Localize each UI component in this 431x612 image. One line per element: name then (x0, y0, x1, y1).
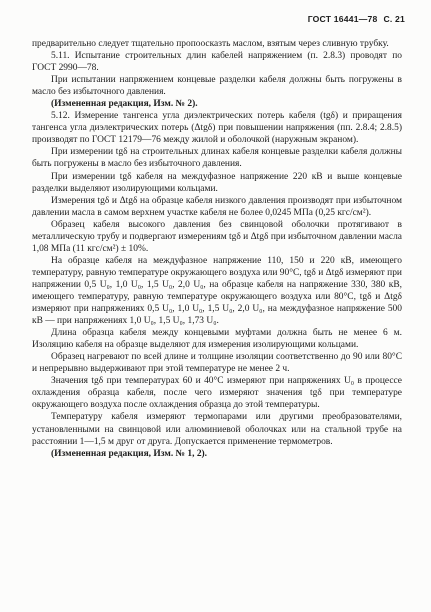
paragraph-high-pressure-sample: Образец кабеля высокого давления без свинцовой оболочки протягивают в металлическую трубу и подвергают измерениям tgδ и Δtgδ при избыточном давлении масла 1,08 МПа (11 кгс/см²) ± 10%. (32, 219, 402, 254)
page-number: С. 21 (383, 14, 405, 24)
paragraph-continuation: предварительно следует тщательно пропоосказть маслом, взятым через сливную трубку. (32, 39, 389, 49)
amendment-note: (Измененная редакция, Изм. № 2). (51, 99, 198, 110)
paragraph-sample-heating: Образец нагревают по всей длине и толщине изоляции соответственно до 90 или 80°С и непрерывно выдерживают при этой температуре не менее 2 ч. (32, 352, 402, 375)
paragraph-cooling-measurements: Значения tgδ при температурах 60 и 40°С измеряют при напряжениях U₀ в процессе охлаждения образца кабеля, после чего измеряют значения tgδ при температуре окружающего воздуха после охлаждения образца до этой температуры. (32, 376, 402, 411)
page-header (308, 14, 405, 24)
paragraph-low-pressure-sample: Измерения tgδ и Δtgδ на образце кабеля низкого давления производят при избыточном давлении масла в самом верхнем участке кабеля не более 0,0245 МПа (0,25 кгс/см²). (32, 195, 402, 218)
paragraph-tgd-construction-lengths: При измерении tgδ на строительных длинах кабеля концевые разделки кабеля должны быть погружены в масло без избыточного давления. (32, 147, 402, 170)
paragraph-test-terminations: При испытании напряжением концевые разделки кабеля должны быть погружены в масло без избыточного давления. (32, 75, 402, 98)
paragraph-5-11: 5.11. Испытание строительных длин кабелей напряжением (п. 2.8.3) проводят по ГОСТ 2990—78. (32, 51, 402, 74)
document-body (32, 38, 402, 460)
paragraph-temperature-measurement: Температуру кабеля измеряют термопарами или другими преобразователями, установленными на свинцовой или алюминиевой оболочках или на стальной трубе на расстоянии 1—1,5 м друг от друга. Допускается применение термометров. (32, 412, 402, 447)
amendment-note-final: (Измененная редакция, Изм. № 1, 2). (51, 448, 208, 459)
paragraph-sample-length: Длина образца кабеля между концевыми муфтами должна быть не менее 6 м. Изоляцию кабеля на образце выделяют для измерения изолирующими кольцами. (32, 328, 402, 351)
standard-number: ГОСТ 16441—78 (307, 14, 378, 24)
paragraph-voltage-levels: На образце кабеля на междуфазное напряжение 110, 150 и 220 кВ, имеющего температуру, равную температуре окружающего воздуха или 90°С, tgδ и Δtgδ измеряют при напряжении 0,5 U₀, 1,0 U₀, 1,5 U₀, 2,0 U₀, на образце кабеля на напряжение 330, 380 кВ, имеющего температуру, равную температуре окружающего воздуха или 80°С, tgδ и Δtgδ измеряют при напряжениях 0,5 U₀, 1,0 U₀, 1,5 U₀, 2,0 U₀, на междуфазное напряжение 500 кВ — при напряжениях 1,0 U₀, 1,5 U₀, 1,73 U₀. (32, 255, 402, 327)
paragraph-5-12: 5.12. Измерение тангенса угла диэлектрических потерь кабеля (tgδ) и приращения тангенса угла диэлектрических потерь (Δtgδ) при повышении напряжения (пп. 2.8.4; 2.8.5) производят по ГОСТ 12179—76 между жилой и оболочкой (наружным экраном). (32, 111, 402, 146)
paragraph-tgd-220kv: При измерении tgδ кабеля на междуфазное напряжение 220 кВ и выше концевые разделки выделяют изолирующими кольцами. (32, 171, 402, 194)
